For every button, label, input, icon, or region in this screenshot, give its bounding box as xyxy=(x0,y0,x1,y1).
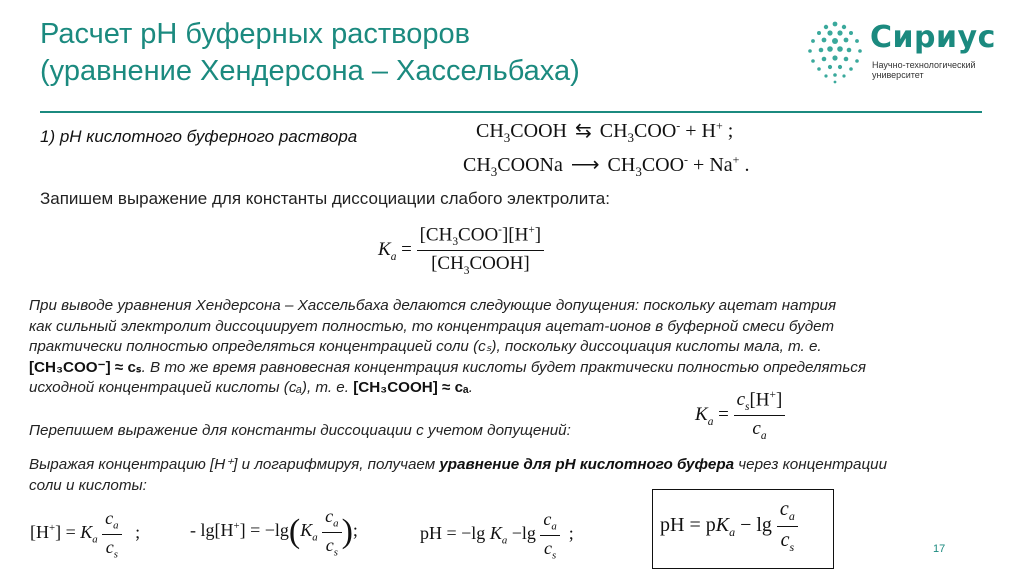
derivation-end: через концентрации xyxy=(734,456,888,473)
sirius-logo xyxy=(800,18,1000,90)
assumptions-line-1: При выводе уравнения Хендерсона – Хассельбаха делаются следующие допущения: поскольку ацетат натрия xyxy=(29,297,837,314)
derivation-start: Выражая концентрацию [H⁺] и логарифмируя, получаем xyxy=(29,456,440,473)
logo-name: Сириус xyxy=(870,20,996,55)
title-divider xyxy=(40,111,982,113)
derivation-bold: уравнение для pH кислотного буфера xyxy=(439,456,735,473)
acid-approx: [CH₃COOH] ≈ cₐ xyxy=(353,379,469,396)
title-line-2: (уравнение Хендерсона – Хассельбаха) xyxy=(40,55,580,87)
h-concentration-formula: $[H^+] = K_a$ $\frac{c_a}{c_s}$ ; xyxy=(30,508,141,561)
reaction-salt-dissociation: $CH_3COONa$ ⟶ $CH_3COO^- + Na^+$ . xyxy=(463,152,750,179)
ph-expanded-formula: pH = −lg $K_a -\lg$ $\frac{c_a}{c_s}$ ; xyxy=(420,509,574,562)
ka-simplified: $K_a$ = $\frac{c_s[H^+]}{c_a}$ xyxy=(695,389,785,442)
assumptions-line-5-start: исходной концентрацией кислоты (cₐ), т. е. xyxy=(29,379,354,396)
ka-expression: $K_a$ = $\frac{[CH_3COO^-][H^+]}{[CH_3COOH]}$ xyxy=(378,224,544,277)
assumptions-line-3: практически полностью определяться концентрацией соли (cₛ), поскольку диссоциация кислоты мала, т. е. xyxy=(29,338,822,355)
logo-subtitle-line-2: университет xyxy=(872,70,924,80)
log-h-formula: - $\lg[H^+] = -\lg(K_a$ $\frac{c_a}{c_s}$ ); xyxy=(190,506,358,559)
henderson-hasselbalch-equation: pH = $pK_a - \lg$ $\frac{c_a}{c_s}$ xyxy=(660,498,798,555)
derivation-line-1 xyxy=(29,455,1014,476)
reaction-acid-dissociation: $CH_3COOH$ ⇆ $CH_3COO^- + H^+$ ; xyxy=(476,118,734,145)
slide-title xyxy=(40,16,660,90)
title-line-1: Расчет pH буферных растворов xyxy=(40,18,471,50)
logo-subtitle-line-1: Научно-технологический xyxy=(872,60,976,70)
logo-subtitle xyxy=(872,60,1002,80)
section-heading: 1) pH кислотного буферного раствора xyxy=(40,127,358,146)
assumptions-line-4 xyxy=(29,358,1009,379)
logo-dots-icon xyxy=(800,18,870,88)
acetate-approx: [CH₃COO⁻] ≈ cₛ xyxy=(29,358,142,376)
assumptions-line-2: как сильный электролит диссоциирует полностью, то концентрация ацетат-ионов в буферной смеси будет xyxy=(29,317,835,335)
right-arrow-icon: ⟶ xyxy=(570,154,600,176)
equilibrium-arrow-icon: ⇆ xyxy=(574,120,592,142)
lead-text: Запишем выражение для константы диссоциации слабого электролита: xyxy=(40,189,610,208)
derivation-line-2: соли и кислоты: xyxy=(29,476,147,494)
rewrite-paragraph: Перепишем выражение для константы диссоциации с учетом допущений: xyxy=(29,422,571,439)
derivation-paragraph xyxy=(29,455,1014,496)
assumptions-paragraph xyxy=(29,296,1009,399)
assumptions-line-5 xyxy=(29,378,1009,399)
assumptions-line-5-end: . xyxy=(468,379,474,396)
assumptions-line-4-rest: . В то же время равновесная концентрация кислоты будет практически полностью определяться xyxy=(141,358,867,376)
page-number: 17 xyxy=(933,543,946,555)
